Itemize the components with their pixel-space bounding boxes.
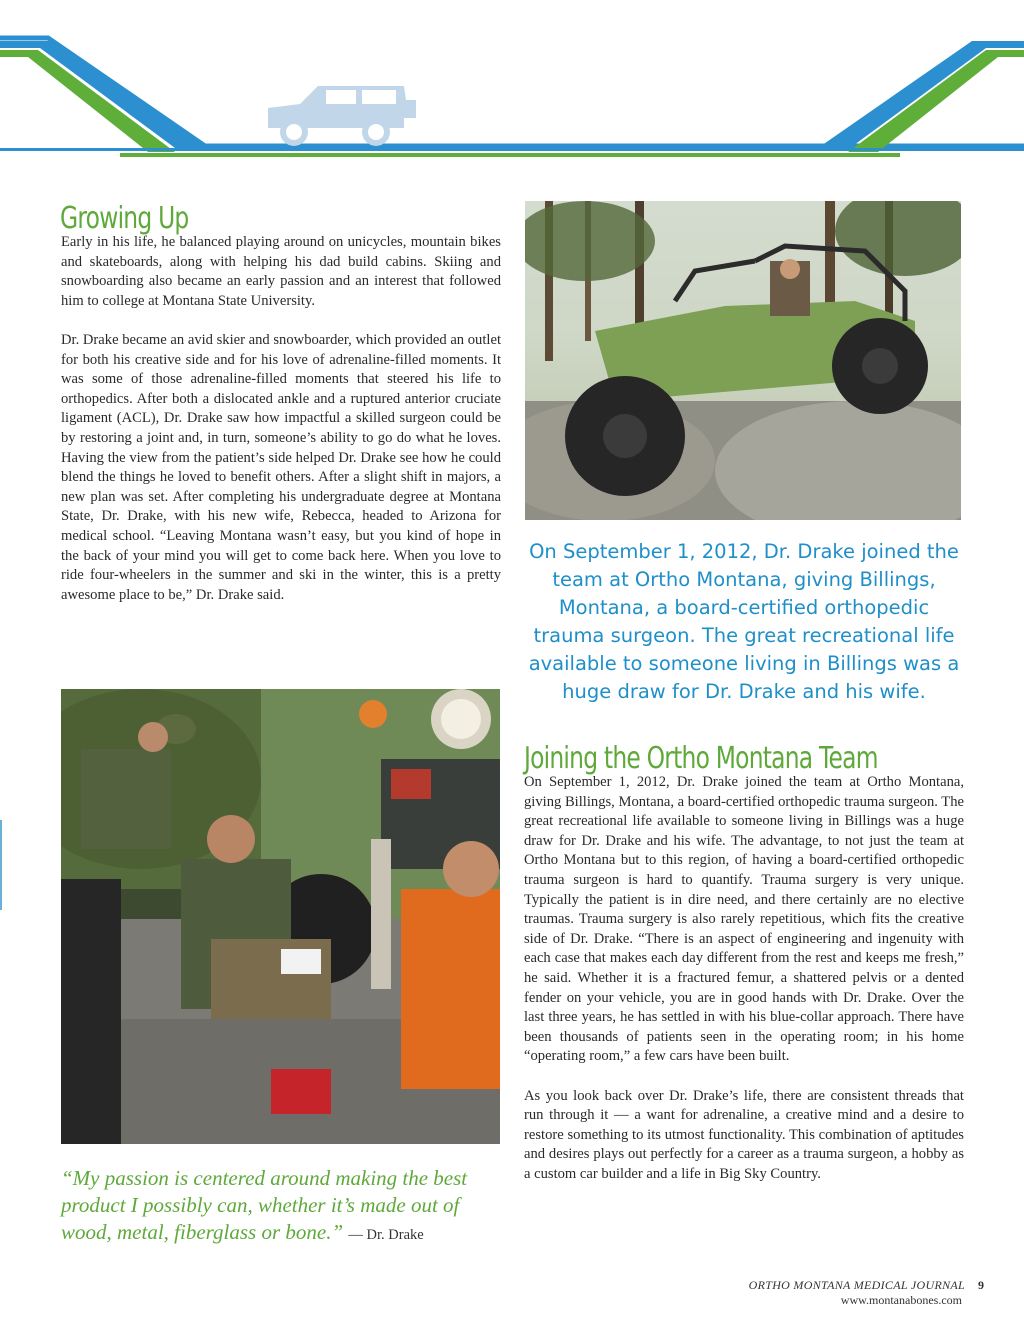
growing-up-body: [61, 233, 501, 625]
quote-attribution: — Dr. Drake: [348, 1227, 424, 1243]
jeep-icon: [268, 86, 416, 146]
paragraph: Early in his life, he balanced playing around on unicycles, mountain bikes and skateboards, along with helping his dad build cabins. Skiing and snowboarding also became an early passion and an interest that followed him to college at Montana State University.: [61, 234, 501, 309]
section-heading-growing-up: Growing Up: [60, 201, 189, 236]
paragraph: As you look back over Dr. Drake’s life, there are consistent threads that run through it — a want for adrenaline, a creative mind and a desire to restore something to its utmost functionality. This combination of aptitudes and desires plays out perfectly for a career as a trauma surgeon, a hobby as a custom car builder and a life in Big Sky Country.: [524, 1087, 964, 1182]
header-banner: [0, 0, 1024, 165]
page-number: 9: [978, 1278, 984, 1292]
paragraph: Dr. Drake became an avid skier and snowboarder, which provided an outlet for both his creative side and for his love of adrenaline-filled moments. It was some of those adrenaline-filled moments that steered his life to orthopedics. After both a dislocated ankle and a ruptured anterior cruciate ligament (ACL), Dr. Drake saw how impactful a skilled surgeon could be by restoring a joint and, in turn, someone’s ability to go do what he loves. Having the view from the patient’s side helped Dr. Drake see how he could blend the things he loved to benefit others. After a slight shift in majors, a new plan was set. After completing his undergraduate degree at Montana State, Dr. Drake, with his new wife, Rebecca, headed to Arizona for medical school. “Leaving Montana wasn’t easy, but you kind of hope in the back of your mind you will get to come back here. When you love to ride four-wheelers in the summer and ski in the winter, this is a pretty awesome place to be,” Dr. Drake said.: [61, 331, 501, 603]
quote-block: [61, 1165, 501, 1249]
section-heading-joining: Joining the Ortho Montana Team: [524, 741, 878, 776]
page-footer: [749, 1278, 984, 1308]
website-url: www.montanabones.com: [840, 1293, 962, 1307]
joining-body: [524, 773, 964, 1204]
left-edge-mark: [0, 820, 2, 910]
photo-repair-crew: [61, 689, 500, 1144]
quote-text: “My passion is centered around making the best product I possibly can, whether it’s made out of wood, metal, fiberglass or bone.”: [61, 1166, 468, 1244]
pull-quote: On September 1, 2012, Dr. Drake joined the team at Ortho Montana, giving Billings, Montana, a board-certified orthopedic trauma surgeon. The great recreational life available to someone living in Billings was a huge draw for Dr. Drake and his wife.: [528, 540, 960, 703]
journal-name: ORTHO MONTANA MEDICAL JOURNAL: [748, 1278, 965, 1292]
photo-jeep-rocks: [525, 201, 961, 520]
paragraph: On September 1, 2012, Dr. Drake joined the team at Ortho Montana, giving Billings, Montana, a board-certified orthopedic trauma surgeon. The great recreational life available to someone living in Billings was a huge draw for Dr. Drake and his wife. The advantage, to not just the team at Ortho Montana but to this region, of having a board-certified orthopedic trauma surgeon is hard to quantify. Trauma surgery is very unique. Typically the patient is in dire need, and there certainly are no elective traumas. Trauma surgery is also rarely repetitious, which fits the creative side of Dr. Drake. “There is an aspect of engineering and ingenuity with each case that makes each day different from the rest and keeps me fresh,” he said. Whether it is a fractured femur, a shattered pelvis or a dented fender on your vehicle, you are in good hands with Dr. Drake. Over the last three years, he has settled in with his blue-collar approach. There have been thousands of patients seen in the operating room; in his home “operating room,” a few cars have been built.: [524, 774, 964, 1065]
